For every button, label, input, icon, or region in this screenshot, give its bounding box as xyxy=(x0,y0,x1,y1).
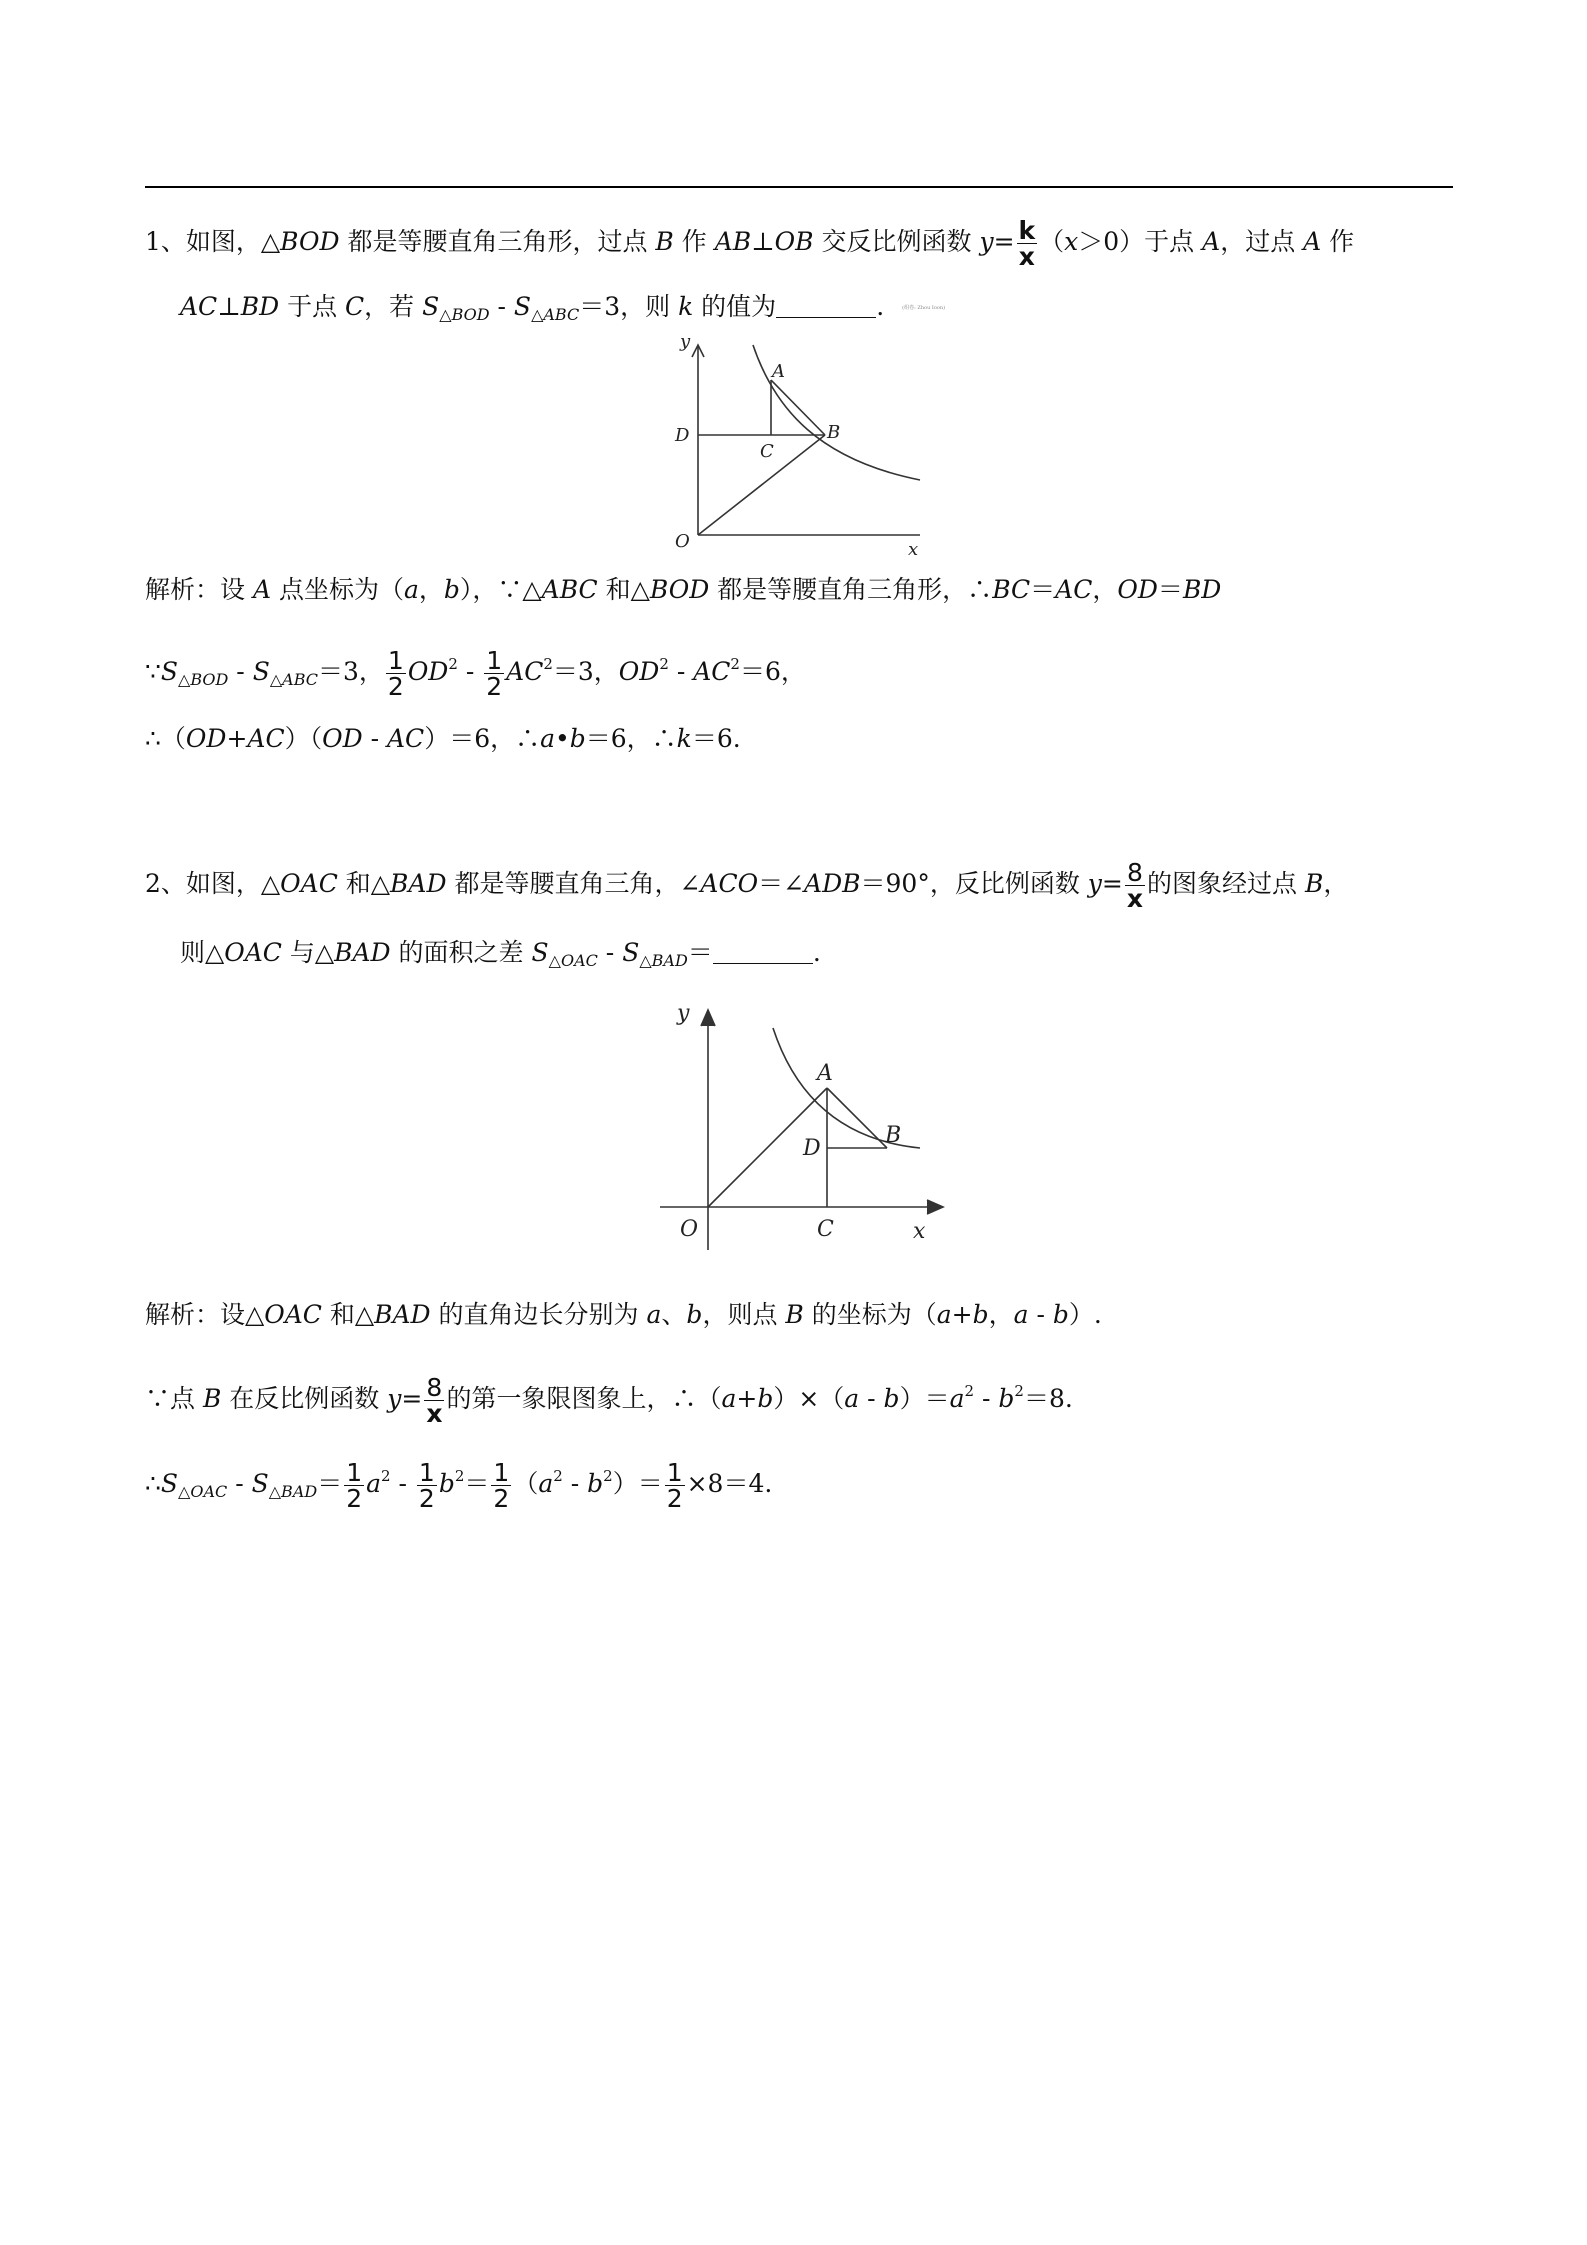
minus: - xyxy=(228,657,253,686)
frac-numerator: 1 xyxy=(493,1458,510,1487)
fraction-8-over-x xyxy=(424,1375,444,1426)
var-a: a xyxy=(721,1384,737,1413)
angle-aco: ACO xyxy=(700,869,759,898)
exponent: 2 xyxy=(964,1382,975,1400)
a1-text: 点坐标为（ xyxy=(271,575,404,604)
frac-denominator: x xyxy=(1126,884,1144,913)
a1-text: ）（ xyxy=(284,724,323,753)
therefore-symbol: ∴ xyxy=(145,1469,161,1498)
a2-text: ）＝ xyxy=(612,1469,663,1498)
frac-numerator: 1 xyxy=(387,646,404,675)
label-c: C xyxy=(760,441,774,462)
label-d: D xyxy=(803,1136,821,1161)
var-a: a xyxy=(1013,1300,1029,1329)
a2-text: ）×（ xyxy=(773,1384,845,1413)
tiny-note: (组卷: Zhou Ioon) xyxy=(902,305,946,311)
var-a: a xyxy=(540,724,555,753)
var-b: b xyxy=(438,1469,455,1498)
point-a: A xyxy=(1303,227,1322,256)
var-y: y xyxy=(1087,869,1102,898)
label-x: x xyxy=(908,539,919,560)
label-a: A xyxy=(772,361,785,382)
segment-ab-line xyxy=(771,380,825,435)
a2-text: ×8＝4. xyxy=(686,1469,773,1498)
frac-numerator: 1 xyxy=(346,1458,363,1487)
segment-od: OD xyxy=(407,657,449,686)
var-k: k xyxy=(676,724,692,753)
q1-text: （ xyxy=(1039,227,1065,256)
area-subscript: △BAD xyxy=(639,951,688,970)
area-symbol: S xyxy=(531,938,549,967)
triangle-bad: BAD xyxy=(390,869,447,898)
frac-numerator: 1 xyxy=(666,1458,683,1487)
equals: ＝ xyxy=(317,1469,343,1498)
segment-bd: BD xyxy=(240,292,280,321)
a1-text: ），∵△ xyxy=(459,575,542,604)
point-c: C xyxy=(345,292,365,321)
q2-text: 都是等腰直角三角，∠ xyxy=(446,869,701,898)
minus: - xyxy=(489,292,514,321)
x-axis-arrow xyxy=(927,1200,943,1214)
figure-2 xyxy=(655,1000,955,1255)
a2-text: 的坐标为（ xyxy=(803,1300,937,1329)
equals: = xyxy=(401,1384,423,1413)
fraction-half xyxy=(417,1460,437,1511)
exponent: 2 xyxy=(381,1467,391,1485)
triangle-oac: OAC xyxy=(224,938,282,967)
fraction-k-over-x xyxy=(1017,218,1038,269)
point-b: B xyxy=(1304,869,1324,898)
minus: - xyxy=(362,724,387,753)
a1-text: ＝3， xyxy=(318,657,384,686)
a2-text: 的直角边长分别为 xyxy=(430,1300,647,1329)
perp-symbol: ⊥ xyxy=(217,292,241,321)
a1-text: 都是等腰直角三角形，∴ xyxy=(709,575,993,604)
point-a: A xyxy=(252,575,272,604)
a1-text: ）＝6，∴ xyxy=(424,724,541,753)
label-o: O xyxy=(680,1217,699,1242)
segment-ob: OB xyxy=(774,227,814,256)
label-a: A xyxy=(817,1061,833,1086)
segment-bd: BD xyxy=(1182,575,1222,604)
a1-text: ＝6， xyxy=(739,657,806,686)
triangle-oac: OAC xyxy=(280,869,338,898)
equals: = xyxy=(993,227,1015,256)
a1-line-3 xyxy=(145,726,741,751)
segment-ac: AC xyxy=(1055,575,1093,604)
a2-text: 、 xyxy=(661,1300,687,1329)
minus: - xyxy=(974,1384,999,1413)
answer-blank xyxy=(776,295,876,318)
equals: ＝ xyxy=(1030,575,1056,604)
q2-text: 的图象经过点 xyxy=(1147,869,1305,898)
fraction-half xyxy=(344,1460,364,1511)
angle-adb: ADB xyxy=(804,869,861,898)
q2-text: 与△ xyxy=(281,938,335,967)
answer-blank xyxy=(713,941,813,964)
dot-operator: • xyxy=(555,724,570,753)
because-symbol: ∵ xyxy=(145,657,161,686)
a1-text: ＝3， xyxy=(552,657,619,686)
var-b: b xyxy=(998,1384,1015,1413)
a2-text: ∵点 xyxy=(145,1384,203,1413)
plus: + xyxy=(226,724,248,753)
equals: = xyxy=(1101,869,1123,898)
label-o: O xyxy=(675,531,690,552)
segment-od: OD xyxy=(618,657,660,686)
var-b: b xyxy=(1052,1300,1069,1329)
exponent: 2 xyxy=(659,655,669,673)
triangle-bad: BAD xyxy=(374,1300,431,1329)
fraction-half xyxy=(484,648,504,699)
var-a: a xyxy=(538,1469,554,1498)
var-a: a xyxy=(844,1384,860,1413)
a1-text: ＝6. xyxy=(691,724,741,753)
var-b: b xyxy=(587,1469,604,1498)
a2-line-3 xyxy=(145,1460,772,1511)
frac-numerator: 8 xyxy=(1125,860,1145,886)
var-a: a xyxy=(403,575,419,604)
q2-text: 如图，△ xyxy=(185,869,281,898)
a2-text: 在反比例函数 xyxy=(221,1384,388,1413)
point-b: B xyxy=(785,1300,804,1329)
a2-text: ＝8. xyxy=(1023,1384,1073,1413)
segment-bc: BC xyxy=(992,575,1031,604)
exponent: 2 xyxy=(603,1467,613,1485)
area-symbol: S xyxy=(251,1469,269,1498)
q2-line-1 xyxy=(145,860,1348,911)
area-subscript: △OAC xyxy=(178,1482,228,1501)
q2-text: 则△ xyxy=(180,938,225,967)
frac-denominator: 2 xyxy=(346,1484,363,1513)
exponent: 2 xyxy=(543,655,553,673)
area-symbol: S xyxy=(622,938,640,967)
segment-ac: AC xyxy=(387,724,425,753)
a1-text: 解析：设 xyxy=(145,575,253,604)
segment-od: OD xyxy=(185,724,227,753)
a2-line-1 xyxy=(145,1302,1102,1327)
q1-text: ，若 xyxy=(364,292,423,321)
comma: ， xyxy=(988,1300,1014,1329)
segment-ab: AB xyxy=(714,227,752,256)
var-b: b xyxy=(443,575,460,604)
var-a: a xyxy=(366,1469,382,1498)
perp-symbol: ⊥ xyxy=(751,227,775,256)
a1-text: 和△ xyxy=(597,575,650,604)
equals: ＝ xyxy=(1157,575,1183,604)
area-symbol: S xyxy=(252,657,270,686)
a2-text: 解析：设△ xyxy=(145,1300,265,1329)
frac-denominator: 2 xyxy=(418,1484,435,1513)
segment-ac: AC xyxy=(247,724,285,753)
q1-text: ＝3，则 xyxy=(579,292,679,321)
area-subscript: △BOD xyxy=(178,670,229,689)
a2-text: （ xyxy=(513,1469,539,1498)
var-y: y xyxy=(387,1384,402,1413)
q2-text: ＝∠ xyxy=(758,869,805,898)
a2-text: ）＝ xyxy=(899,1384,950,1413)
var-b: b xyxy=(972,1300,989,1329)
q1-text: 都是等腰直角三角形，过点 xyxy=(339,227,656,256)
area-subscript: △OAC xyxy=(548,951,598,970)
a2-text: 的第一象限图象上，∴（ xyxy=(446,1384,722,1413)
q1-text: 于点 xyxy=(279,292,346,321)
point-b: B xyxy=(655,227,674,256)
comma: ， xyxy=(1092,575,1118,604)
label-d: D xyxy=(675,425,690,446)
figure-1 xyxy=(650,335,930,560)
frac-numerator: k xyxy=(1018,216,1036,245)
minus: - xyxy=(1028,1300,1053,1329)
q1-text: 作 xyxy=(1321,227,1355,256)
q2-line-2 xyxy=(180,940,821,969)
frac-denominator: 2 xyxy=(486,672,503,701)
plus: + xyxy=(736,1384,758,1413)
minus: - xyxy=(859,1384,884,1413)
comma: ， xyxy=(418,575,444,604)
exponent: 2 xyxy=(448,655,458,673)
frac-denominator: 2 xyxy=(493,1484,510,1513)
segment-ac: AC xyxy=(180,292,218,321)
q2-text: ， xyxy=(1323,869,1349,898)
a2-text: ，则点 xyxy=(702,1300,786,1329)
var-k: k xyxy=(678,292,694,321)
y-axis-arrow xyxy=(701,1010,715,1026)
var-b: b xyxy=(686,1300,703,1329)
point-a: A xyxy=(1202,227,1221,256)
minus: - xyxy=(668,657,694,686)
q1-text: 作 xyxy=(673,227,715,256)
label-y: y xyxy=(680,335,691,352)
a2-line-2 xyxy=(145,1375,1073,1426)
area-subscript: △ABC xyxy=(531,305,580,324)
var-b: b xyxy=(757,1384,774,1413)
a2-text: ）. xyxy=(1068,1300,1102,1329)
minus: - xyxy=(457,657,483,686)
exponent: 2 xyxy=(454,1467,465,1485)
a1-text: ＝6，∴ xyxy=(585,724,677,753)
q1-text: ＞0）于点 xyxy=(1078,227,1203,256)
area-subscript: △BOD xyxy=(439,305,490,324)
label-y: y xyxy=(677,1001,690,1026)
var-b: b xyxy=(883,1384,900,1413)
label-b: B xyxy=(827,422,841,443)
triangle-bod: BOD xyxy=(280,227,340,256)
frac-numerator: 1 xyxy=(418,1458,435,1487)
frac-denominator: x xyxy=(1018,242,1035,271)
var-b: b xyxy=(569,724,586,753)
q1-number: 1、 xyxy=(145,227,186,256)
var-a: a xyxy=(936,1300,952,1329)
label-x: x xyxy=(913,1219,926,1244)
a1-line-1 xyxy=(145,577,1221,602)
segment-od: OD xyxy=(1117,575,1158,604)
triangle-oac: OAC xyxy=(264,1300,322,1329)
header-rule xyxy=(145,186,1453,188)
exponent: 2 xyxy=(730,655,740,673)
area-subscript: △BAD xyxy=(268,1482,318,1501)
fraction-half xyxy=(665,1460,685,1511)
q1-text: 如图，△ xyxy=(185,227,281,256)
triangle-abc: ABC xyxy=(541,575,598,604)
exponent: 2 xyxy=(553,1467,563,1485)
label-b: B xyxy=(885,1123,902,1148)
var-y: y xyxy=(979,227,994,256)
area-symbol: S xyxy=(513,292,532,321)
triangle-bad: BAD xyxy=(334,938,391,967)
minus: - xyxy=(597,938,623,967)
fraction-half xyxy=(491,1460,511,1511)
q1-line-2 xyxy=(180,294,945,323)
period: . xyxy=(876,292,885,321)
q2-number: 2、 xyxy=(145,869,186,898)
segment-od: OD xyxy=(322,724,363,753)
q1-text: 交反比例函数 xyxy=(813,227,980,256)
fraction-half xyxy=(386,648,406,699)
a1-text: ∴（ xyxy=(145,724,186,753)
area-symbol: S xyxy=(422,292,440,321)
q2-text: ＝90°，反比例函数 xyxy=(860,869,1088,898)
equals: ＝ xyxy=(687,938,713,967)
frac-denominator: 2 xyxy=(387,672,404,701)
period: . xyxy=(812,938,821,967)
a2-text: 和△ xyxy=(321,1300,375,1329)
area-symbol: S xyxy=(160,657,179,686)
minus: - xyxy=(227,1469,252,1498)
label-c: C xyxy=(817,1217,834,1242)
frac-denominator: 2 xyxy=(666,1484,683,1513)
frac-numerator: 1 xyxy=(486,646,503,675)
q1-line-1 xyxy=(145,218,1354,269)
q2-text: 和△ xyxy=(337,869,391,898)
q1-text: ，过点 xyxy=(1220,227,1304,256)
frac-denominator: x xyxy=(426,1399,443,1428)
fraction-8-over-x xyxy=(1125,860,1145,911)
minus: - xyxy=(562,1469,588,1498)
area-symbol: S xyxy=(160,1469,179,1498)
exponent: 2 xyxy=(1014,1382,1024,1400)
q1-text: 的值为 xyxy=(693,292,777,321)
plus: + xyxy=(951,1300,973,1329)
segment-ac: AC xyxy=(693,657,731,686)
equals: ＝ xyxy=(464,1469,490,1498)
minus: - xyxy=(390,1469,415,1498)
frac-numerator: 8 xyxy=(424,1375,444,1401)
area-subscript: △ABC xyxy=(269,670,318,689)
q2-text: 的面积之差 xyxy=(390,938,532,967)
point-b: B xyxy=(202,1384,222,1413)
segment-ac: AC xyxy=(506,657,544,686)
var-a: a xyxy=(949,1384,965,1413)
var-x: x xyxy=(1064,227,1079,256)
triangle-bod: BOD xyxy=(649,575,710,604)
var-a: a xyxy=(646,1300,662,1329)
a1-line-2 xyxy=(145,648,806,699)
